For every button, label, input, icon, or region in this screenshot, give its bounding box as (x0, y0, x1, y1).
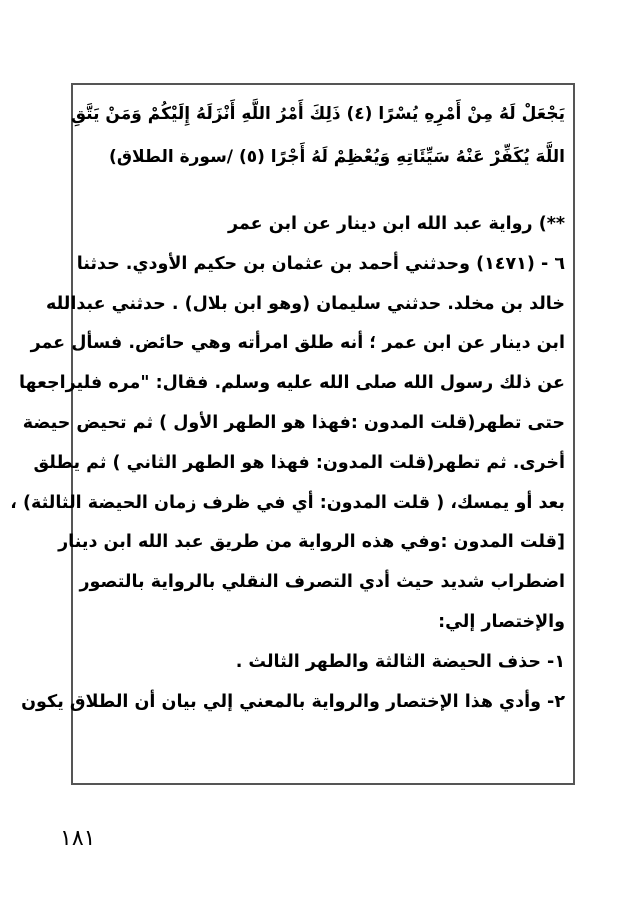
quran-line-2: اللَّهَ يُكَفِّرْ عَنْهُ سَيِّئَاتِهِ وَيُعْظِمْ لَهُ أَجْرًا (٥) /سورة الطلاق) (109, 147, 565, 167)
list-item: ٢- وأدي هذا الإختصار والرواية بالمعني إلي بيان أن الطلاق يكون (21, 691, 565, 712)
quran-line-1: يَجْعَلْ لَهُ مِنْ أَمْرِهِ يُسْرًا (٤) ذَلِكَ أَمْرُ اللَّهِ أَنْزَلَهُ إِلَيْكُمْ وَمَنْ يَتَّقِ (70, 104, 565, 124)
text-frame (10, 83, 575, 785)
page-number: ١٨١ (60, 826, 96, 851)
list-item: ١- حذف الحيضة الثالثة والطهر الثالث . (235, 651, 565, 672)
text-line: والإختصار إلي: (438, 611, 565, 632)
text-line: خالد بن مخلد. حدثني سليمان (وهو ابن بلال) . حدثني عبدالله (46, 293, 565, 314)
text-line: [قلت المدون :وفي هذه الرواية من طريق عبد الله ابن دينار (58, 532, 565, 553)
text-line: عن ذلك رسول الله صلى الله عليه وسلم. فقال: "مره فليراجعها (18, 373, 565, 394)
section-heading: **) رواية عبد الله ابن دينار عن ابن عمر (228, 214, 565, 234)
text-line: حتى تطهر(قلت المدون :فهذا هو الطهر الأول ) ثم تحيض حيضة (22, 412, 565, 433)
text-line: ابن دينار عن ابن عمر ؛ أنه طلق امرأته وهي حائض. فسأل عمر (30, 333, 565, 354)
text-line: أخرى. ثم تطهر(قلت المدون: فهذا هو الطهر الثاني ) ثم يطلق (33, 452, 565, 473)
text-block (10, 93, 565, 722)
text-line: ٦ - (١٤٧١) وحدثني أحمد بن عثمان بن حكيم الأودي. حدثنا (76, 253, 565, 274)
text-line: اضطراب شديد حيث أدي التصرف النقلي بالرواية بالتصور (79, 572, 565, 593)
text-line: بعد أو يمسك، ( قلت المدون: أي في ظرف زمان الحيضة الثالثة) ، (10, 492, 565, 513)
